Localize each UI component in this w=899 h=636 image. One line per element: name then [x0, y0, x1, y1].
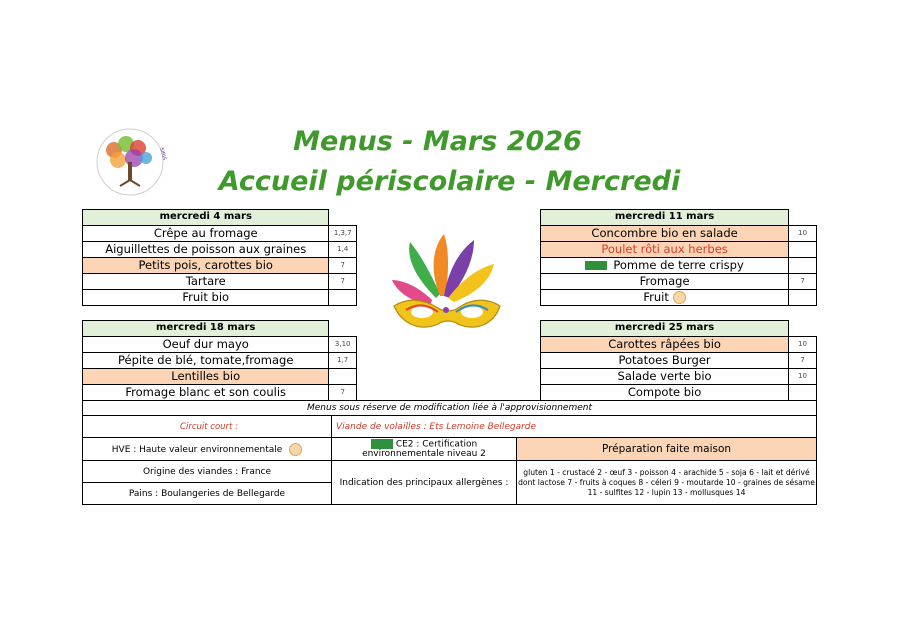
- svg-text:SIRIS: SIRIS: [158, 146, 168, 161]
- dish: Fromage blanc et son coulis: [83, 384, 329, 400]
- dish: Crêpe au fromage: [83, 225, 329, 241]
- hve-logo-icon: [673, 291, 686, 304]
- allergen-codes: 1,4: [329, 241, 357, 257]
- allergen-codes: 1,3,7: [329, 225, 357, 241]
- hve-text: HVE : Haute valeur environnementale: [111, 444, 283, 455]
- allergen-codes: 7: [329, 257, 357, 273]
- menu-table-4-mars: [82, 209, 357, 306]
- dish: Poulet rôti aux herbes: [541, 241, 789, 257]
- allergen-codes: [789, 241, 817, 257]
- circuit-court-label: Circuit court :: [180, 421, 238, 432]
- allergen-codes: 10: [789, 225, 817, 241]
- dish: Tartare: [83, 273, 329, 289]
- dish: Petits pois, carottes bio: [83, 257, 329, 273]
- menu-date-header: mercredi 4 mars: [83, 210, 329, 226]
- dish-name: Fruit: [643, 289, 669, 304]
- allergen-codes: 7: [789, 273, 817, 289]
- homemade-preparation: Préparation faite maison: [517, 438, 817, 461]
- menu-table-18-mars: [82, 320, 357, 401]
- allergen-codes: 10: [789, 336, 817, 352]
- allergen-codes: 1,7: [329, 352, 357, 368]
- footer-info-table: [82, 400, 817, 505]
- circuit-court-value: Viande de volailles : Ets Lemoine Bellegarde: [332, 416, 817, 438]
- carnival-mask-illustration: [386, 228, 506, 336]
- allergen-codes: [789, 289, 817, 305]
- ce2-text: CE2 : Certification environnementale niveau 2: [362, 439, 486, 460]
- page-title: Menus - Mars 2026: [293, 126, 582, 157]
- allergen-codes: 3,10: [329, 336, 357, 352]
- bread-supplier: Pains : Boulangeries de Bellegarde: [83, 483, 332, 505]
- dish: Salade verte bio: [541, 368, 789, 384]
- ce2-cell: [332, 438, 517, 461]
- menu-table-11-mars: [540, 209, 817, 306]
- menu-date-header: mercredi 25 mars: [541, 321, 789, 337]
- allergen-codes: [789, 257, 817, 273]
- dish-name: Pomme de terre crispy: [613, 257, 744, 272]
- supply-notice: Menus sous réserve de modification liée à l'approvisionnement: [83, 401, 817, 416]
- dish: Carottes râpées bio: [541, 336, 789, 352]
- dish: Compote bio: [541, 384, 789, 400]
- allergen-legend-label: Indication des principaux allergènes :: [332, 461, 517, 505]
- dish-with-hve-label: [541, 289, 789, 305]
- hve-cell: [83, 438, 332, 461]
- dish: Pépite de blé, tomate,fromage: [83, 352, 329, 368]
- allergen-legend: gluten 1 - crustacé 2 - œuf 3 - poisson 4 - arachide 5 - soja 6 - lait et dérivé dont lactose 7 - fruits à coques 8 - céleri 9 - moutarde 10 - graines de sésame 11 - sulfites 12 - lupin 13 - mollusques 14: [517, 461, 817, 505]
- circuit-court-label-cell: [83, 416, 332, 438]
- dish: Fruit bio: [83, 289, 329, 305]
- allergen-codes: 10: [789, 368, 817, 384]
- allergen-codes: 7: [329, 273, 357, 289]
- meat-origin: Origine des viandes : France: [83, 461, 332, 483]
- hve-logo-icon: [289, 443, 302, 456]
- ce2-logo-icon: [371, 439, 393, 449]
- allergen-codes: [789, 384, 817, 400]
- menu-date-header: mercredi 11 mars: [541, 210, 789, 226]
- dish: Oeuf dur mayo: [83, 336, 329, 352]
- allergen-codes: 7: [329, 384, 357, 400]
- dish: Aiguillettes de poisson aux graines: [83, 241, 329, 257]
- dish: Fromage: [541, 273, 789, 289]
- ce2-logo-icon: [585, 261, 607, 270]
- allergen-codes: 7: [789, 352, 817, 368]
- dish: Potatoes Burger: [541, 352, 789, 368]
- menu-date-header: mercredi 18 mars: [83, 321, 329, 337]
- dish: Lentilles bio: [83, 368, 329, 384]
- dish: Concombre bio en salade: [541, 225, 789, 241]
- dish-with-ce2-label: [541, 257, 789, 273]
- allergen-codes: [329, 368, 357, 384]
- page-subtitle: Accueil périscolaire - Mercredi: [218, 166, 681, 197]
- allergen-codes: [329, 289, 357, 305]
- menu-table-25-mars: [540, 320, 817, 401]
